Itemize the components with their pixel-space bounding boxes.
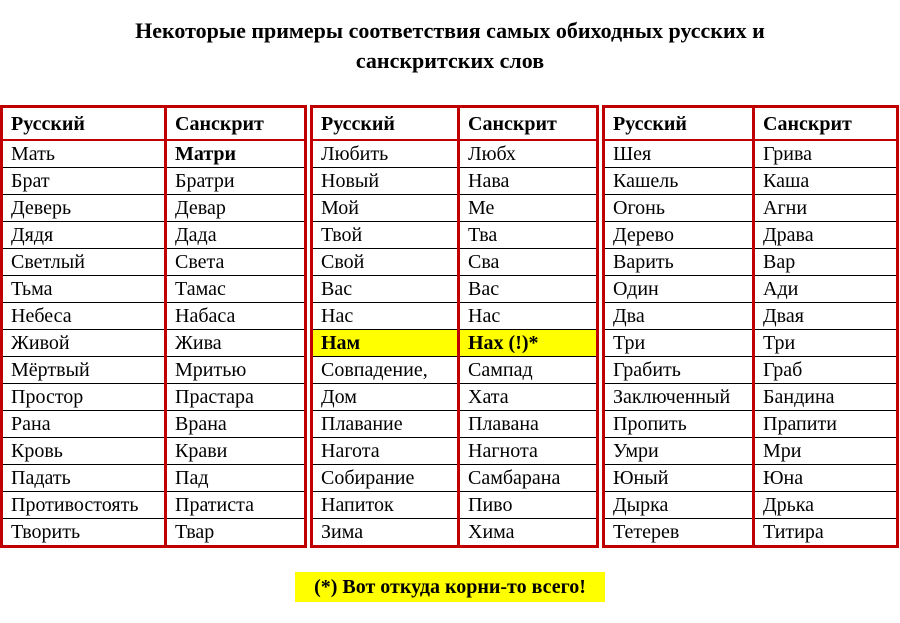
table-row (2, 384, 306, 411)
table-row (604, 249, 898, 276)
sanskrit-word-cell: Любх (459, 140, 598, 168)
sanskrit-word-cell: Дада (166, 222, 306, 249)
table-row (312, 222, 598, 249)
title-line-2: санскритских слов (355, 48, 545, 73)
russian-word-cell: Два (604, 303, 754, 330)
russian-word-cell: Заключенный (604, 384, 754, 411)
russian-word-cell: Рана (2, 411, 166, 438)
sanskrit-word-cell: Прапити (754, 411, 898, 438)
table-row (604, 492, 898, 519)
table-row (2, 438, 306, 465)
table-row (604, 519, 898, 547)
table-row (2, 168, 306, 195)
russian-word-cell: Дерево (604, 222, 754, 249)
table-row (312, 195, 598, 222)
sanskrit-word-cell: Ади (754, 276, 898, 303)
sanskrit-word-cell: Пратиста (166, 492, 306, 519)
sanskrit-word-cell: Нас (459, 303, 598, 330)
column-header-sanskrit: Санскрит (754, 107, 898, 141)
russian-word-cell: Вас (312, 276, 459, 303)
russian-word-cell: Нас (312, 303, 459, 330)
table-row (2, 140, 306, 168)
russian-word-cell: Любить (312, 140, 459, 168)
russian-word-cell: Деверь (2, 195, 166, 222)
russian-word-cell: Тетерев (604, 519, 754, 547)
russian-word-cell: Совпадение, (312, 357, 459, 384)
table-row (604, 357, 898, 384)
russian-word-cell: Светлый (2, 249, 166, 276)
sanskrit-word-cell: Жива (166, 330, 306, 357)
title-line-1: Некоторые примеры соответствия самых обиходных русских и (135, 18, 765, 43)
table-row (2, 411, 306, 438)
column-header-russian: Русский (604, 107, 754, 141)
russian-word-cell: Брат (2, 168, 166, 195)
table-row (2, 195, 306, 222)
table-row (2, 330, 306, 357)
column-header-sanskrit: Санскрит (166, 107, 306, 141)
column-header-russian: Русский (2, 107, 166, 141)
table-row (2, 492, 306, 519)
russian-word-cell: Шея (604, 140, 754, 168)
russian-word-cell: Противостоять (2, 492, 166, 519)
russian-word-cell: Новый (312, 168, 459, 195)
russian-word-cell: Три (604, 330, 754, 357)
table-header-row (604, 107, 898, 141)
russian-word-cell: Кашель (604, 168, 754, 195)
sanskrit-word-cell: Сва (459, 249, 598, 276)
page-title (0, 16, 900, 76)
sanskrit-word-cell: Нагнота (459, 438, 598, 465)
sanskrit-word-cell: Вар (754, 249, 898, 276)
russian-word-cell: Падать (2, 465, 166, 492)
table-row (312, 303, 598, 330)
table-row (604, 438, 898, 465)
russian-word-cell: Дом (312, 384, 459, 411)
word-table-1 (0, 105, 307, 548)
russian-word-cell: Напиток (312, 492, 459, 519)
russian-word-cell: Грабить (604, 357, 754, 384)
table-row (604, 330, 898, 357)
table-row (2, 357, 306, 384)
sanskrit-word-cell: Тва (459, 222, 598, 249)
table-header-row (312, 107, 598, 141)
table-row (604, 411, 898, 438)
russian-word-cell: Нагота (312, 438, 459, 465)
sanskrit-word-cell: Матри (166, 140, 306, 168)
sanskrit-word-cell: Мри (754, 438, 898, 465)
table-row (604, 195, 898, 222)
sanskrit-word-cell: Твар (175, 521, 215, 543)
sanskrit-word-cell: Дрька (754, 492, 898, 519)
sanskrit-word-cell: Нава (459, 168, 598, 195)
sanskrit-word-cell: Пиво (459, 492, 598, 519)
table-row (604, 168, 898, 195)
table-row (312, 384, 598, 411)
table-row (604, 276, 898, 303)
table-row (2, 465, 306, 492)
russian-word-cell: Простор (2, 384, 166, 411)
russian-word-cell: Нам (312, 330, 459, 357)
russian-word-cell: Плавание (312, 411, 459, 438)
table-row (312, 249, 598, 276)
sanskrit-word-cell: Бандина (754, 384, 898, 411)
sanskrit-word-cell: Титира (763, 521, 824, 543)
sanskrit-word-cell: Ме (459, 195, 598, 222)
sanskrit-word-cell: Агни (754, 195, 898, 222)
table-row (604, 222, 898, 249)
russian-word-cell: Мать (2, 140, 166, 168)
russian-word-cell: Огонь (604, 195, 754, 222)
sanskrit-word-cell: Сампад (459, 357, 598, 384)
russian-word-cell: Кровь (2, 438, 166, 465)
table-row (312, 411, 598, 438)
tables-container (0, 105, 900, 544)
table-row (312, 168, 598, 195)
sanskrit-word-cell: Крави (166, 438, 306, 465)
table-row (312, 276, 598, 303)
sanskrit-word-cell: Хата (459, 384, 598, 411)
sanskrit-word-cell: Плавана (459, 411, 598, 438)
table-row (604, 303, 898, 330)
sanskrit-word-cell: Юна (754, 465, 898, 492)
russian-word-cell: Свой (312, 249, 459, 276)
russian-word-cell: Дядя (2, 222, 166, 249)
table-row (2, 222, 306, 249)
russian-word-cell: Тьма (2, 276, 166, 303)
russian-word-cell: Мёртвый (2, 357, 166, 384)
russian-word-cell: Живой (2, 330, 166, 357)
word-table-3 (602, 105, 899, 548)
table-row (2, 276, 306, 303)
sanskrit-word-cell: Набаса (166, 303, 306, 330)
sanskrit-word-cell: Девар (166, 195, 306, 222)
table-row (2, 303, 306, 330)
word-table-2 (310, 105, 599, 548)
sanskrit-word-cell: Света (166, 249, 306, 276)
table-row (312, 465, 598, 492)
sanskrit-word-cell: Вас (459, 276, 598, 303)
russian-word-cell: Один (604, 276, 754, 303)
table-row (312, 438, 598, 465)
footnote: (*) Вот откуда корни-то всего! (295, 572, 605, 602)
russian-word-cell: Варить (604, 249, 754, 276)
sanskrit-word-cell: Врана (166, 411, 306, 438)
sanskrit-word-cell: Хима (468, 521, 515, 543)
table-row (2, 249, 306, 276)
column-header-russian: Русский (312, 107, 459, 141)
sanskrit-word-cell: Тамас (166, 276, 306, 303)
sanskrit-word-cell: Мритью (166, 357, 306, 384)
table-row (312, 519, 598, 547)
sanskrit-word-cell: Грива (754, 140, 898, 168)
sanskrit-word-cell: Двая (754, 303, 898, 330)
sanskrit-word-cell: Драва (754, 222, 898, 249)
table-row (312, 140, 598, 168)
sanskrit-word-cell: Пад (166, 465, 306, 492)
sanskrit-word-cell: Братри (166, 168, 306, 195)
russian-word-cell: Собирание (312, 465, 459, 492)
table-header-row (2, 107, 306, 141)
russian-word-cell: Твой (312, 222, 459, 249)
table-row (312, 330, 598, 357)
table-row (604, 140, 898, 168)
russian-word-cell: Небеса (2, 303, 166, 330)
sanskrit-word-cell: Три (754, 330, 898, 357)
table-row (312, 357, 598, 384)
sanskrit-word-cell: Каша (754, 168, 898, 195)
russian-word-cell: Пропить (604, 411, 754, 438)
table-row (604, 384, 898, 411)
russian-word-cell: Зима (312, 519, 459, 547)
russian-word-cell: Мой (312, 195, 459, 222)
russian-word-cell: Умри (604, 438, 754, 465)
sanskrit-word-cell: Прастара (166, 384, 306, 411)
russian-word-cell: Творить (2, 519, 166, 547)
russian-word-cell: Дырка (604, 492, 754, 519)
table-row (2, 519, 306, 547)
column-header-sanskrit: Санскрит (459, 107, 598, 141)
sanskrit-word-cell: Граб (754, 357, 898, 384)
russian-word-cell: Юный (604, 465, 754, 492)
sanskrit-word-cell: Самбарана (459, 465, 598, 492)
sanskrit-word-cell: Нах (!)* (459, 330, 598, 357)
table-row (312, 492, 598, 519)
table-row (604, 465, 898, 492)
